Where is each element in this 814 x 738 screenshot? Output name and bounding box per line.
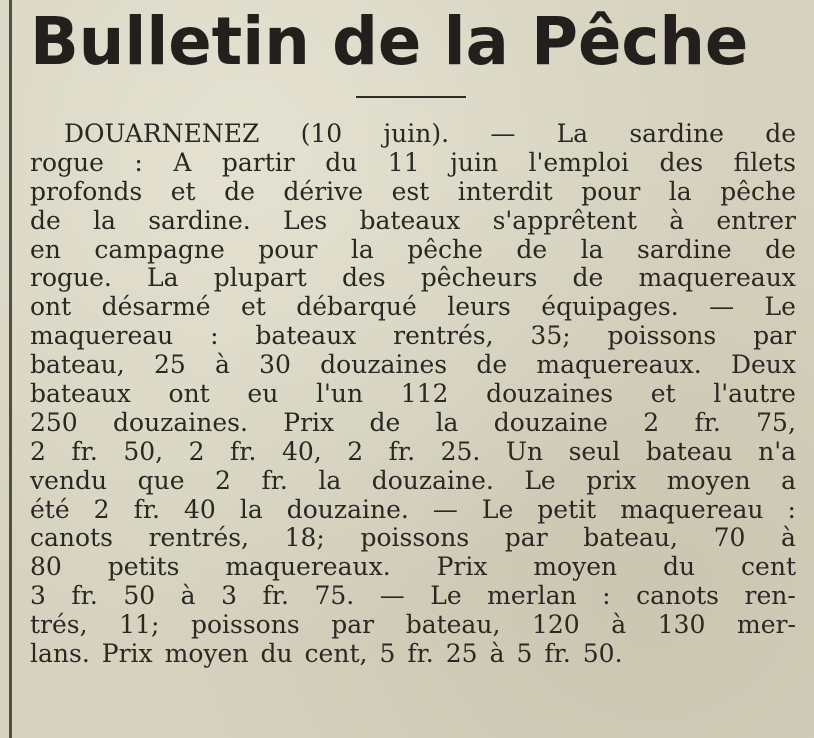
- article-word: de: [369, 407, 401, 437]
- article-word: douzaine.: [286, 494, 409, 524]
- article-word: bateaux: [255, 321, 357, 351]
- article-word: pêche: [407, 234, 483, 264]
- article-line: [30, 264, 796, 293]
- article-line: [30, 496, 796, 525]
- article-word: 2: [30, 436, 46, 466]
- article-word: 5: [516, 639, 533, 669]
- article-word: plupart: [213, 263, 307, 293]
- article-word: 18;: [284, 523, 325, 553]
- article-word: désarmé: [101, 292, 211, 322]
- article-word: vendu: [30, 465, 108, 495]
- article-word: la: [668, 176, 692, 206]
- article-word: leurs: [447, 292, 511, 322]
- article-word: de: [765, 119, 796, 148]
- article-word: rentrés,: [148, 523, 249, 553]
- article-word: douzaines.: [113, 407, 248, 437]
- article-word: à: [489, 639, 505, 669]
- article-word: 50,: [123, 436, 164, 466]
- article-word: équipages.: [541, 292, 679, 322]
- article-word: moyen: [533, 552, 618, 582]
- article-word: de: [224, 176, 255, 206]
- article-word: DOUARNENEZ: [64, 119, 260, 148]
- article-word: petit: [537, 494, 597, 524]
- article-word: par: [331, 610, 375, 640]
- article-word: de: [765, 234, 796, 264]
- article-word: l'emploi: [528, 147, 629, 177]
- article-line: [30, 207, 796, 236]
- article-word: pêcheurs: [420, 263, 538, 293]
- article-line: [30, 149, 796, 178]
- article-word: 2: [643, 407, 660, 437]
- article-word: 50: [123, 581, 156, 611]
- article-word: :: [134, 147, 143, 177]
- article-word: la: [580, 234, 604, 264]
- article-word: la: [350, 234, 374, 264]
- article-word: par: [753, 321, 796, 351]
- article-word: 11: [387, 147, 420, 177]
- article-word: maquereaux.: [225, 552, 391, 582]
- article-word: la: [435, 407, 459, 437]
- article-word: ont: [30, 292, 72, 322]
- article-word: de: [476, 350, 508, 380]
- article-word: pour: [258, 234, 318, 264]
- article-word: 75.: [314, 581, 355, 611]
- article-word: 2: [347, 436, 364, 466]
- article-word: 5: [379, 639, 396, 669]
- article-line: [30, 351, 796, 380]
- article-word: bateaux: [30, 379, 131, 409]
- article-word: filets: [733, 147, 796, 177]
- article-word: juin: [450, 147, 499, 177]
- article-line: [30, 553, 796, 582]
- article-line: [30, 611, 796, 640]
- article-word: bateau,: [583, 523, 678, 553]
- article-line: [30, 524, 796, 553]
- article-word: s'apprêtent: [492, 205, 637, 235]
- article-word: 3: [30, 581, 46, 611]
- article-word: Le: [481, 494, 514, 524]
- article-word: des: [659, 147, 704, 177]
- article-line: [30, 236, 796, 265]
- article-word: débarqué: [296, 292, 417, 322]
- article-word: douzaine: [493, 407, 608, 437]
- article-word: et: [650, 379, 676, 409]
- article-word: 70: [713, 523, 746, 553]
- article-word: fr.: [230, 436, 257, 466]
- article-word: 120: [531, 610, 580, 640]
- article-word: fr.: [261, 465, 288, 495]
- article-word: seul: [568, 436, 621, 466]
- article-word: Les: [283, 205, 328, 235]
- article-word: 30: [259, 350, 291, 380]
- article-word: et: [241, 292, 266, 322]
- article-word: pêche: [720, 176, 796, 206]
- article-word: Prix: [101, 639, 153, 669]
- article-word: cent,: [304, 639, 368, 669]
- article-line: [30, 178, 796, 207]
- article-word: :: [602, 581, 611, 611]
- article-word: fr.: [262, 581, 289, 611]
- article-word: que: [137, 465, 185, 495]
- article-word: la: [93, 205, 116, 235]
- article-word: à: [180, 581, 196, 611]
- article-word: 2: [215, 465, 231, 495]
- article-word: (10: [300, 119, 343, 148]
- article-word: A: [173, 147, 192, 177]
- article-word: bateau: [645, 436, 733, 466]
- article-word: à: [781, 523, 796, 553]
- article-word: —: [432, 494, 458, 524]
- article-word: 25: [445, 639, 478, 669]
- article-word: Prix: [283, 407, 335, 437]
- article-word: la: [318, 465, 342, 495]
- article-word: douzaines: [320, 350, 448, 380]
- article-word: fr.: [71, 436, 98, 466]
- article-word: fr.: [71, 581, 98, 611]
- article-word: de: [572, 263, 604, 293]
- article-word: 25: [153, 350, 186, 380]
- article-word: 40,: [281, 436, 322, 466]
- article-word: maquereau: [620, 494, 764, 524]
- article-word: pour: [581, 176, 641, 206]
- article-word: 25.: [440, 436, 481, 466]
- article-word: Le: [764, 292, 796, 322]
- article-word: La: [556, 119, 589, 148]
- article-word: cent: [741, 552, 796, 582]
- article-word: 11;: [119, 610, 160, 640]
- article-word: —: [490, 119, 516, 148]
- article-word: sardine.: [148, 205, 251, 235]
- article-word: douzaines: [486, 379, 614, 409]
- article-word: trés,: [30, 610, 88, 640]
- article-word: fr.: [407, 639, 434, 669]
- article-word: est: [391, 176, 430, 206]
- article-line: [30, 438, 796, 467]
- article-word: Deux: [730, 350, 796, 380]
- article-word: poissons: [360, 523, 470, 553]
- article-word: merlan: [487, 581, 577, 611]
- article-word: Un: [505, 436, 544, 466]
- article-word: :: [787, 494, 796, 524]
- headline: Bulletin de la Pêche: [30, 3, 749, 80]
- article-word: 130: [657, 610, 706, 640]
- article-word: 80: [30, 552, 62, 582]
- article-word: moyen: [164, 639, 249, 669]
- article-word: des: [341, 263, 386, 293]
- article-word: maquereaux.: [536, 350, 702, 380]
- article-word: —: [379, 581, 405, 611]
- article-word: juin).: [383, 119, 450, 148]
- article-word: 50.: [582, 639, 623, 669]
- column-rule: [9, 0, 12, 738]
- article-word: poissons: [190, 610, 300, 640]
- article-word: par: [504, 523, 548, 553]
- article-word: bateaux: [359, 205, 461, 235]
- article-word: du: [663, 552, 696, 582]
- article-word: poissons: [607, 321, 717, 351]
- article-word: lans.: [30, 639, 90, 669]
- article-word: ont: [168, 379, 210, 409]
- article-word: Prix: [436, 552, 488, 582]
- article-word: fr.: [544, 639, 571, 669]
- article-word: —: [709, 292, 735, 322]
- article-word: du: [260, 639, 293, 669]
- article-word: fr.: [388, 436, 416, 466]
- article-word: l'autre: [713, 379, 796, 409]
- article-word: maquereau: [30, 321, 174, 351]
- article-word: douzaine.: [371, 465, 494, 495]
- article-word: canots: [636, 581, 720, 611]
- article-word: 2: [93, 494, 110, 524]
- article-word: du: [325, 147, 358, 177]
- article-word: la: [239, 494, 263, 524]
- article-word: mer-: [737, 610, 796, 640]
- article-line: [30, 409, 796, 438]
- article-word: à: [669, 205, 685, 235]
- article-line: [30, 640, 796, 669]
- article-body: [30, 120, 796, 669]
- article-line: [30, 293, 796, 322]
- article-word: sardine: [637, 234, 732, 264]
- article-word: eu: [247, 379, 279, 409]
- article-word: bateau,: [30, 350, 125, 380]
- article-word: entrer: [716, 205, 796, 235]
- headline-divider: [356, 96, 466, 98]
- article-word: :: [210, 321, 219, 351]
- article-word: prix: [586, 465, 637, 495]
- article-word: 75,: [756, 407, 796, 437]
- article-word: 112: [400, 379, 449, 409]
- article-word: de: [516, 234, 548, 264]
- article-word: fr.: [133, 494, 160, 524]
- article-word: été: [30, 494, 70, 524]
- article-word: sardine: [629, 119, 724, 148]
- article-word: 250: [30, 407, 78, 437]
- article-word: La: [147, 263, 179, 293]
- article-line: [30, 467, 796, 496]
- article-word: Le: [524, 465, 556, 495]
- article-word: et: [170, 176, 196, 206]
- article-word: partir: [221, 147, 295, 177]
- article-word: 35;: [530, 321, 571, 351]
- article-word: profonds: [30, 176, 143, 206]
- article-word: 40: [184, 494, 216, 524]
- article-line: [30, 322, 796, 351]
- article-word: interdit: [457, 176, 553, 206]
- article-line: [30, 380, 796, 409]
- article-word: de: [30, 205, 61, 235]
- article-word: canots: [30, 523, 113, 553]
- article-word: 3: [221, 581, 237, 611]
- article-word: dérive: [283, 176, 364, 206]
- article-word: n'a: [758, 436, 796, 466]
- article-word: bateau,: [405, 610, 501, 640]
- article-word: fr.: [694, 407, 721, 437]
- article-line: [30, 582, 796, 611]
- article-word: l'un: [315, 379, 364, 409]
- article-word: a: [781, 465, 796, 495]
- article-word: Le: [430, 581, 462, 611]
- article-word: en: [30, 234, 61, 264]
- article-word: rentrés,: [393, 321, 494, 351]
- article-word: à: [214, 350, 230, 380]
- article-word: ren-: [744, 581, 796, 611]
- article-word: petits: [107, 552, 180, 582]
- article-line: [30, 120, 796, 149]
- article-word: rogue: [30, 147, 104, 177]
- article-word: maquereaux: [638, 263, 796, 293]
- article-word: moyen: [666, 465, 751, 495]
- article-word: rogue.: [30, 263, 112, 293]
- article-word: 2: [188, 436, 205, 466]
- article-word: à: [611, 610, 627, 640]
- article-word: campagne: [94, 234, 225, 264]
